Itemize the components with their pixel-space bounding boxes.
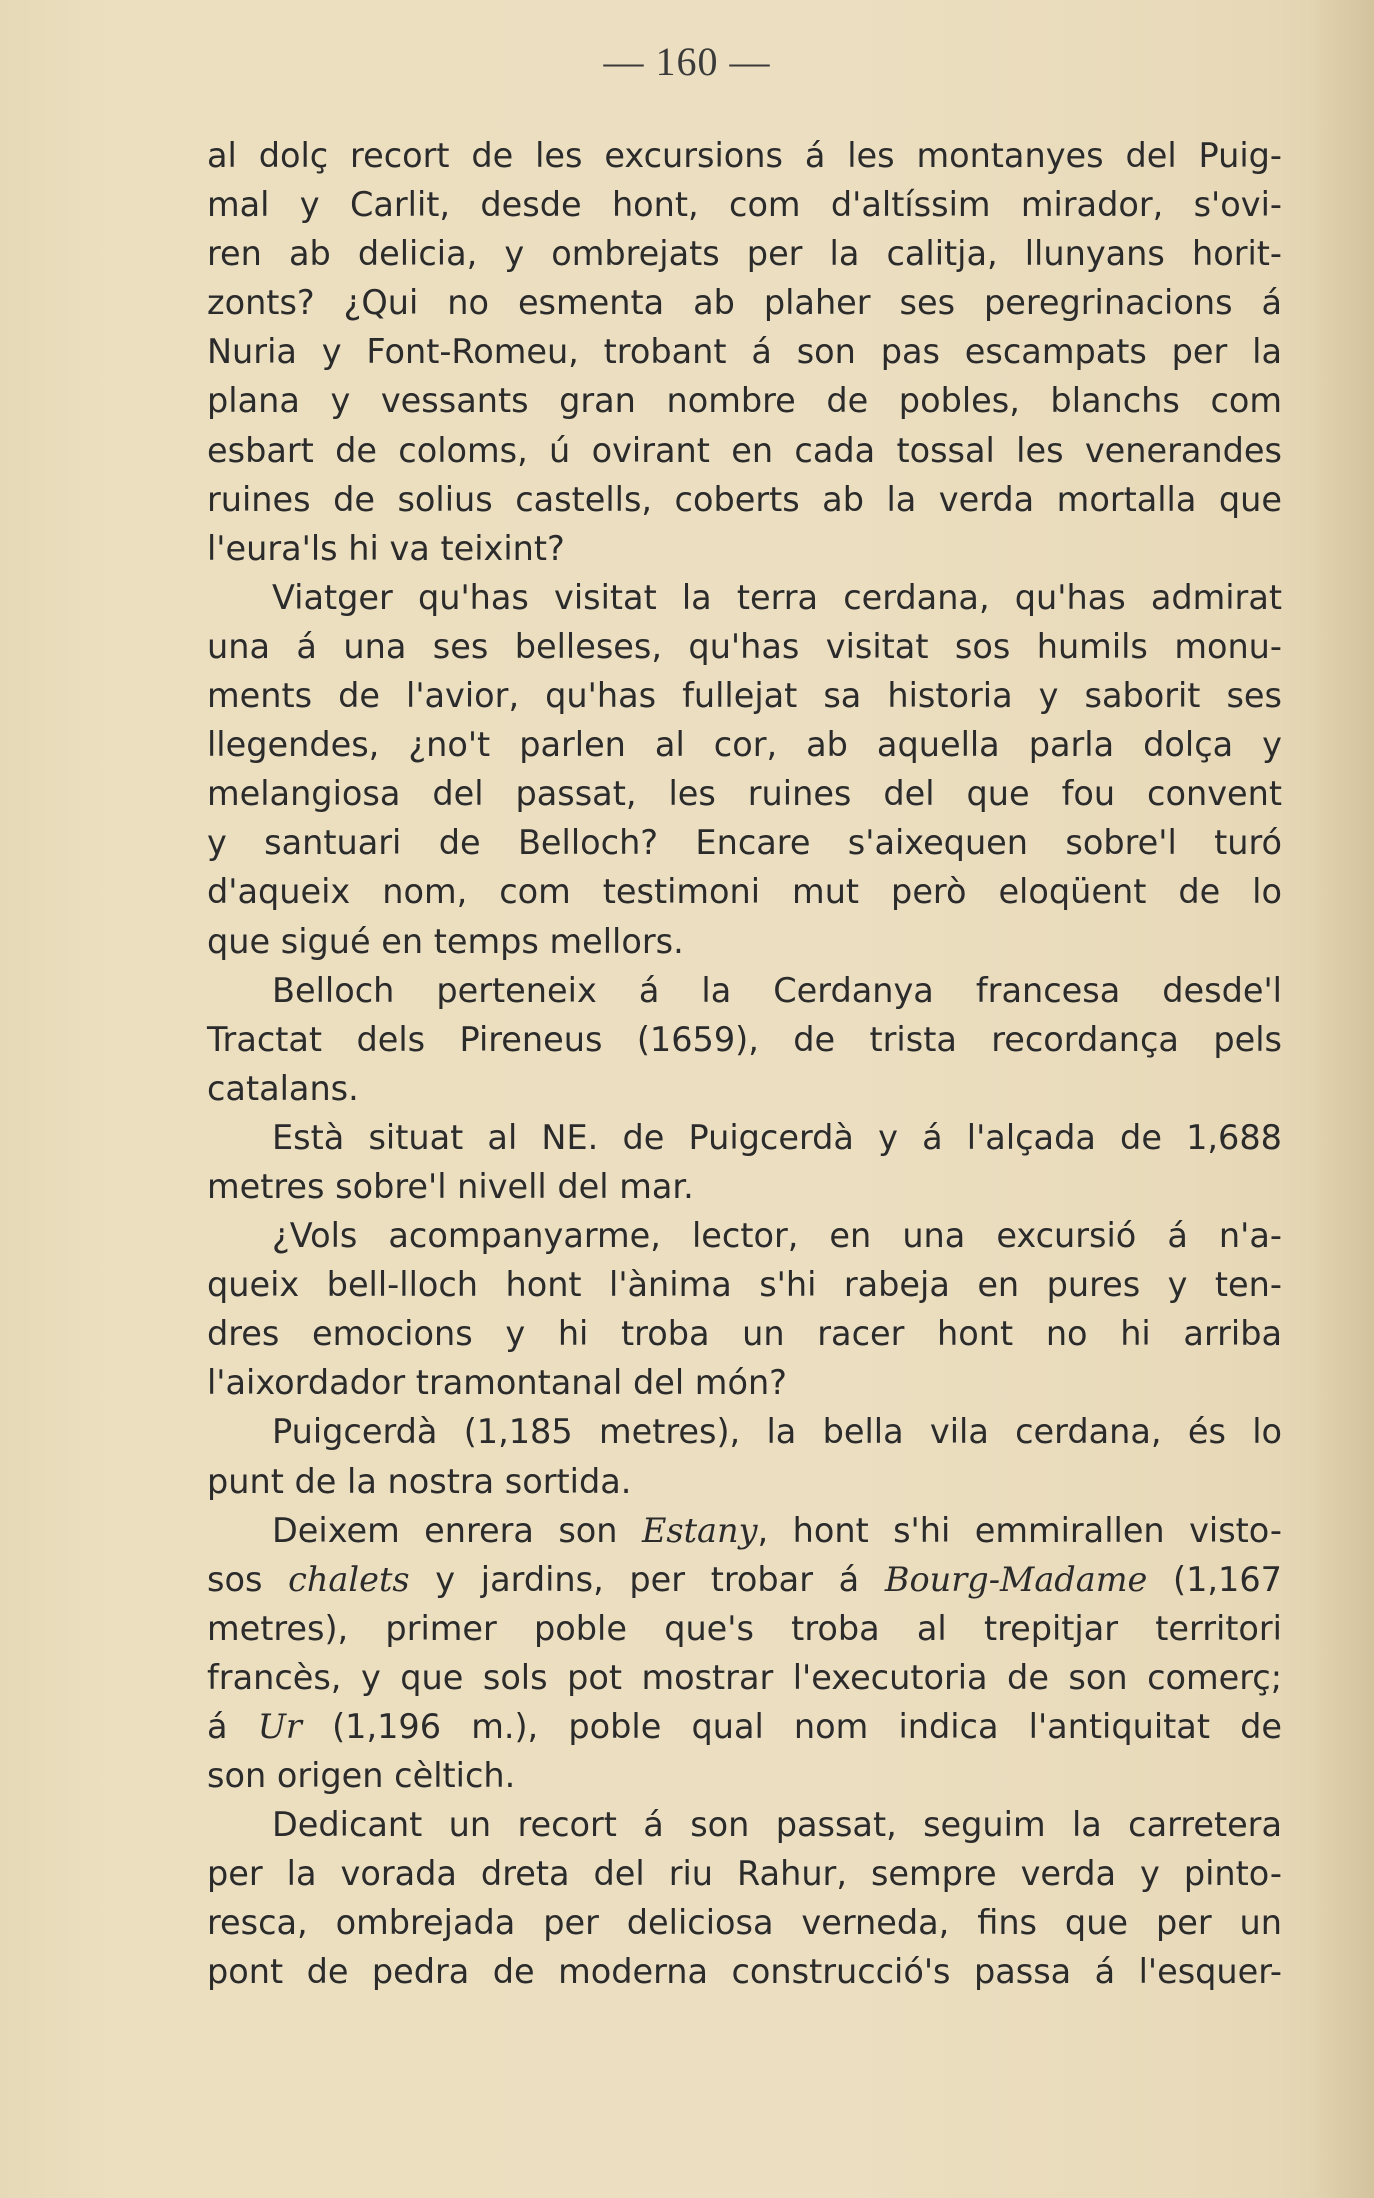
text-line: ren ab delicia, y ombrejats per la calitja, llunyans horit- [207, 234, 1282, 274]
text-line: esbart de coloms, ú ovirant en cada tossal les venerandes [207, 430, 1282, 470]
text-line: ¿Vols acompanyarme, lector, en una excursió á n'a- [272, 1216, 1282, 1256]
text-line: catalans. [207, 1068, 359, 1108]
text-line: dres emocions y hi troba un racer hont no hi arriba [207, 1314, 1282, 1354]
text-line: plana y vessants gran nombre de pobles, blanchs com [207, 381, 1282, 421]
text-line: una á una ses belleses, qu'has visitat sos humils monu- [207, 626, 1282, 666]
text-line: zonts? ¿Qui no esmenta ab plaher ses peregrinacions á [207, 283, 1282, 323]
place-name-bourg-madame: Bourg-Madame [884, 1559, 1148, 1599]
text-line: l'aixordador tramontanal del món? [207, 1363, 787, 1403]
text-line: y santuari de Belloch? Encare s'aixequen sobre'l turó [207, 823, 1282, 863]
text-line: d'aqueix nom, com testimoni mut però eloqüent de lo [207, 872, 1282, 912]
body-text [207, 131, 1282, 1997]
text-line: per la vorada dreta del riu Rahur, sempre verda y pinto- [207, 1854, 1282, 1894]
text-line: pont de pedra de moderna construcció's passa á l'esquer- [207, 1952, 1282, 1992]
text-line: llegendes, ¿no't parlen al cor, ab aquella parla dolça y [207, 725, 1282, 765]
text-line: queix bell-lloch hont l'ànima s'hi rabeja en pures y ten- [207, 1265, 1282, 1305]
text-line: metres sobre'l nivell del mar. [207, 1166, 694, 1206]
text-line: melangiosa del passat, les ruines del que fou convent [207, 774, 1282, 814]
text-line: francès, y que sols pot mostrar l'executoria de son comerç; [207, 1657, 1282, 1697]
text-line: sos chalets y jardins, per trobar á Bourg-Madame (1,167 [207, 1559, 1282, 1599]
text-line: resca, ombrejada per deliciosa verneda, fins que per un [207, 1903, 1282, 1943]
text-line: son origen cèltich. [207, 1756, 516, 1796]
text-line: Belloch perteneix á la Cerdanya francesa desde'l [272, 970, 1282, 1010]
text-line: Està situat al NE. de Puigcerdà y á l'alçada de 1,688 [272, 1117, 1282, 1157]
text-line: l'eura'ls hi va teixint? [207, 528, 565, 568]
text-line: mal y Carlit, desde hont, com d'altíssim mirador, s'ovi- [207, 185, 1282, 225]
place-name-estany: Estany [641, 1510, 758, 1550]
term-chalets: chalets [288, 1559, 410, 1599]
text-line: al dolç recort de les excursions á les montanyes del Puig- [207, 136, 1282, 175]
text-line: ments de l'avior, qu'has fullejat sa historia y saborit ses [207, 676, 1282, 716]
text-line: metres), primer poble que's troba al trepitjar territori [207, 1608, 1282, 1648]
place-name-ur: Ur [257, 1707, 302, 1746]
text-line: á Ur (1,196 m.), poble qual nom indica l'antiquitat de [207, 1707, 1282, 1746]
page-number: — 160 — [603, 39, 771, 84]
text-line: Puigcerdà (1,185 metres), la bella vila cerdana, és lo [272, 1412, 1282, 1452]
text-line: punt de la nostra sortida. [207, 1461, 632, 1501]
text-line: que sigué en temps mellors. [207, 921, 684, 961]
text-line: Nuria y Font-Romeu, trobant á son pas escampats per la [207, 332, 1282, 372]
text-line: Deixem enrera son Estany, hont s'hi emmirallen visto- [272, 1510, 1282, 1550]
text-line: ruines de solius castells, coberts ab la verda mortalla que [207, 479, 1282, 519]
text-line: Tractat dels Pireneus (1659), de trista recordança pels [207, 1019, 1282, 1059]
text-line: Dedicant un recort á son passat, seguim la carretera [272, 1805, 1282, 1845]
text-line: Viatger qu'has visitat la terra cerdana, qu'has admirat [272, 577, 1282, 617]
